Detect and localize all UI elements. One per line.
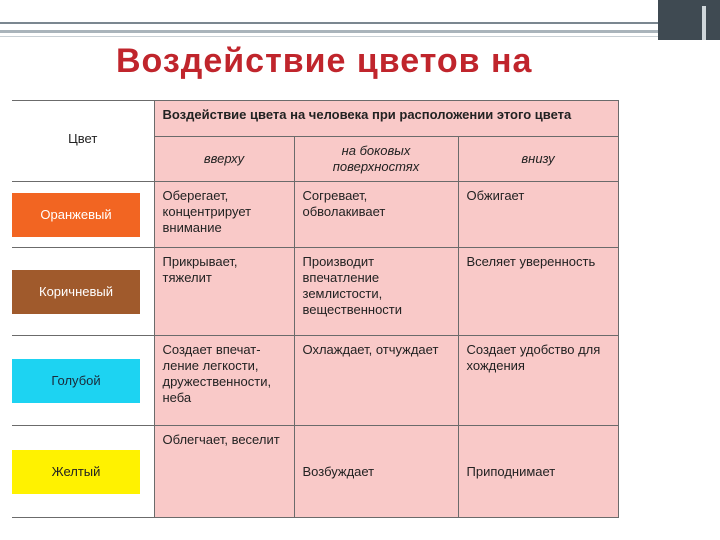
table-row	[12, 248, 618, 336]
effect-top: Создает впечат-ление легкости, дружественности, неба	[154, 336, 294, 426]
color-swatch-lightblue	[12, 359, 140, 403]
color-cell	[12, 426, 154, 518]
effect-top: Прикрывает, тяжелит	[154, 248, 294, 336]
effect-bottom: Приподнимает	[458, 426, 618, 518]
color-cell	[12, 336, 154, 426]
color-name: Коричневый	[39, 283, 113, 299]
effect-bottom: Создает удобство для хождения	[458, 336, 618, 426]
effect-top: Облегчает, веселит	[154, 426, 294, 518]
main-header: Воздействие цвета на человека при расположении этого цвета	[154, 101, 618, 137]
color-cell	[12, 248, 154, 336]
color-effects-table	[12, 100, 619, 518]
decor-line	[0, 30, 668, 33]
position-header-top: вверху	[154, 137, 294, 182]
color-swatch-yellow	[12, 450, 140, 494]
effect-sides: Согревает, обволакивает	[294, 182, 458, 248]
color-cell	[12, 182, 154, 248]
table-row	[12, 426, 618, 518]
color-swatch-brown	[12, 270, 140, 314]
effect-sides: Охлаждает, отчуждает	[294, 336, 458, 426]
table-row	[12, 336, 618, 426]
corner-label: Цвет	[12, 101, 154, 182]
effect-sides: Производит впечатление землистости, вещественности	[294, 248, 458, 336]
decor-line	[0, 22, 668, 24]
color-name: Оранжевый	[40, 206, 112, 222]
color-swatch-orange	[12, 193, 140, 237]
slide-title: Воздействие цветов на	[116, 42, 533, 80]
decor-notch	[702, 6, 706, 40]
effect-top: Оберегает, концентрирует внимание	[154, 182, 294, 248]
color-name: Голубой	[51, 372, 101, 388]
position-header-bottom: внизу	[458, 137, 618, 182]
color-name: Желтый	[51, 463, 101, 479]
effect-bottom: Вселяет уверенность	[458, 248, 618, 336]
effect-sides: Возбуждает	[294, 426, 458, 518]
position-header-sides: на боковых поверхностях	[294, 137, 458, 182]
table-row	[12, 182, 618, 248]
effect-bottom: Обжигает	[458, 182, 618, 248]
